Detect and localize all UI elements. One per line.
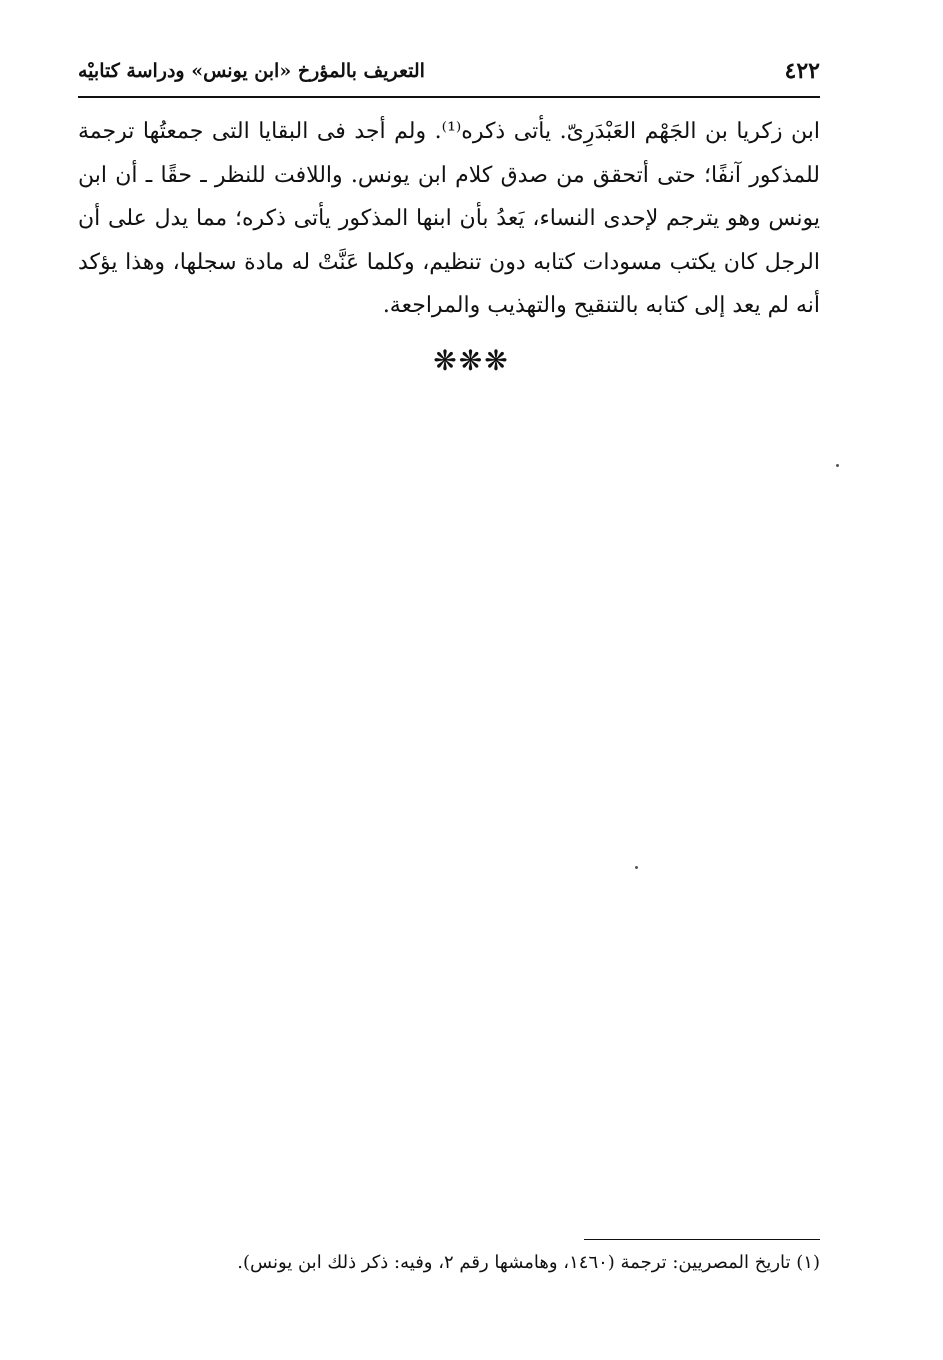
page-number: ٤٢٢: [784, 58, 820, 84]
footnote: (١) تاريخ المصريين: ترجمة (١٤٦٠، وهامشها رقم ٢، وفيه: ذكر ذلك ابن يونس).: [237, 1252, 820, 1273]
header-divider: [78, 96, 820, 98]
running-title: التعريف بالمؤرخ «ابن يونس» ودراسة كتابيْه: [78, 60, 425, 82]
scan-speck: [836, 464, 839, 467]
page-header: [78, 56, 820, 96]
scan-speck: [635, 866, 638, 869]
footnote-divider: [584, 1239, 820, 1240]
section-separator: ❋❋❋: [433, 344, 510, 377]
body-paragraph: ابن زكريا بن الجَهْم العَبْدَرِىّ. يأتى ذكره⁽¹⁾. ولم أجد فى البقايا التى جمعتُها ترجمة للمذكور آنفًا؛ حتى أتحقق من صدق كلام ابن يونس. واللافت للنظر ـ حقًا ـ أن ابن يونس وهو يترجم لإحدى النساء، يَعدُ بأن ابنها المذكور يأتى ذكره؛ مما يدل على أن الرجل كان يكتب مسودات كتابه دون تنظيم، وكلما عَنَّتْ له مادة سجلها، وهذا يؤكد أنه لم يعد إلى كتابه بالتنقيح والتهذيب والمراجعة.: [78, 119, 821, 318]
